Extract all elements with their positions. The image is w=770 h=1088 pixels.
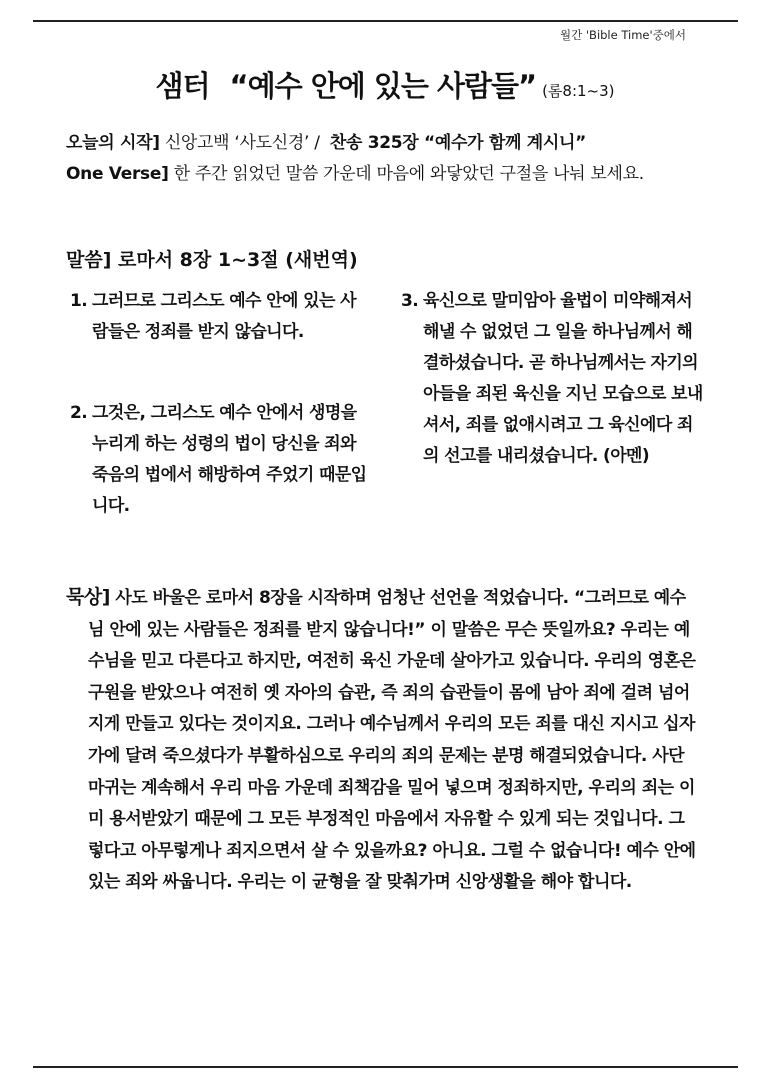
top-rule [33, 20, 738, 22]
title-main: “예수 안에 있는 사람들” [229, 69, 537, 103]
verse-text: 그것은, 그리스도 예수 안에서 생명을 누리게 하는 성령의 법이 당신을 죄와 죽음의 법에서 해방하여 주었기 때문입니다. [92, 403, 367, 516]
one-verse-text: 한 주간 읽었던 말씀 가운데 마음에 와닿았던 구절을 나눠 보세요. [173, 164, 644, 184]
scripture-heading: 말씀] 로마서 8장 1~3절 (새번역) [66, 249, 358, 271]
title-prefix: 샘터 [155, 69, 210, 103]
meditation-label: 묵상] [66, 586, 110, 608]
verse-item [70, 286, 370, 348]
bottom-rule [33, 1066, 738, 1068]
start-label: 오늘의 시작] [66, 133, 160, 153]
verse-text: 그러므로 그리스도 예수 안에 있는 사람들은 정죄를 받지 않습니다. [92, 291, 356, 342]
one-verse-label: One Verse] [66, 164, 169, 184]
meditation-text: 사도 바울은 로마서 8장을 시작하며 엄청난 선언을 적었습니다. “그러므로 예수님 안에 있는 사람들은 정죄를 받지 않습니다!” 이 말씀은 무슨 뜻일까요? 우리는 예수님을 믿고 다른다고 하지만, 여전히 육신 가운데 살아가고 있습니다. 우리의 영혼은 구원을 받았으나 여전히 옛 자아의 습관, 즉 죄의 습관들이 몸에 남아 죄에 걸려 넘어지게 만들고 있다는 것이지요. 그러나 예수님께서 우리의 모든 죄를 대신 지시고 십자가에 달려 죽으셨다가 부활하심으로 우리의 죄의 문제는 분명 해결되었습니다. 사단 마귀는 계속해서 우리 마음 가운데 죄책감을 밀어 넣으며 정죄하지만, 우리의 죄는 이미 용서받았기 때문에 그 모든 부정적인 마음에서 자유할 수 있게 되는 것입니다. 그렇다고 아무렇게나 죄지으면서 살 수 있을까요? 아니요. 그럴 수 없습니다! 예수 안에 있는 죄와 싸웁니다. 우리는 이 균형을 잘 맞춰가며 신앙생활을 해야 합니다. [88, 588, 696, 893]
page-title [0, 64, 770, 105]
verse-number: 3. [401, 291, 419, 311]
creed-text: 신앙고백 ‘사도신경’ / [164, 133, 320, 153]
source-note: 월간 'Bible Time'중에서 [560, 28, 686, 42]
hymn-text: 찬송 325장 “예수가 함께 계시니” [329, 133, 587, 153]
one-verse-line [66, 159, 644, 184]
verse-number: 2. [70, 403, 88, 423]
title-reference: (롬8:1~3) [542, 82, 615, 100]
meditation-section [66, 582, 698, 899]
verse-text: 육신으로 말미암아 율법이 미약해져서 해낼 수 없었던 그 일을 하나님께서 해결하셨습니다. 곧 하나님께서는 자기의 아들을 죄된 육신을 지닌 모습으로 보내셔서, 죄를 없애시려고 그 육신에다 죄의 선고를 내리셨습니다. (아멘) [423, 291, 703, 466]
verse-number: 1. [70, 291, 88, 311]
verse-item [70, 398, 370, 522]
start-line [66, 128, 586, 153]
verse-item [401, 286, 706, 472]
